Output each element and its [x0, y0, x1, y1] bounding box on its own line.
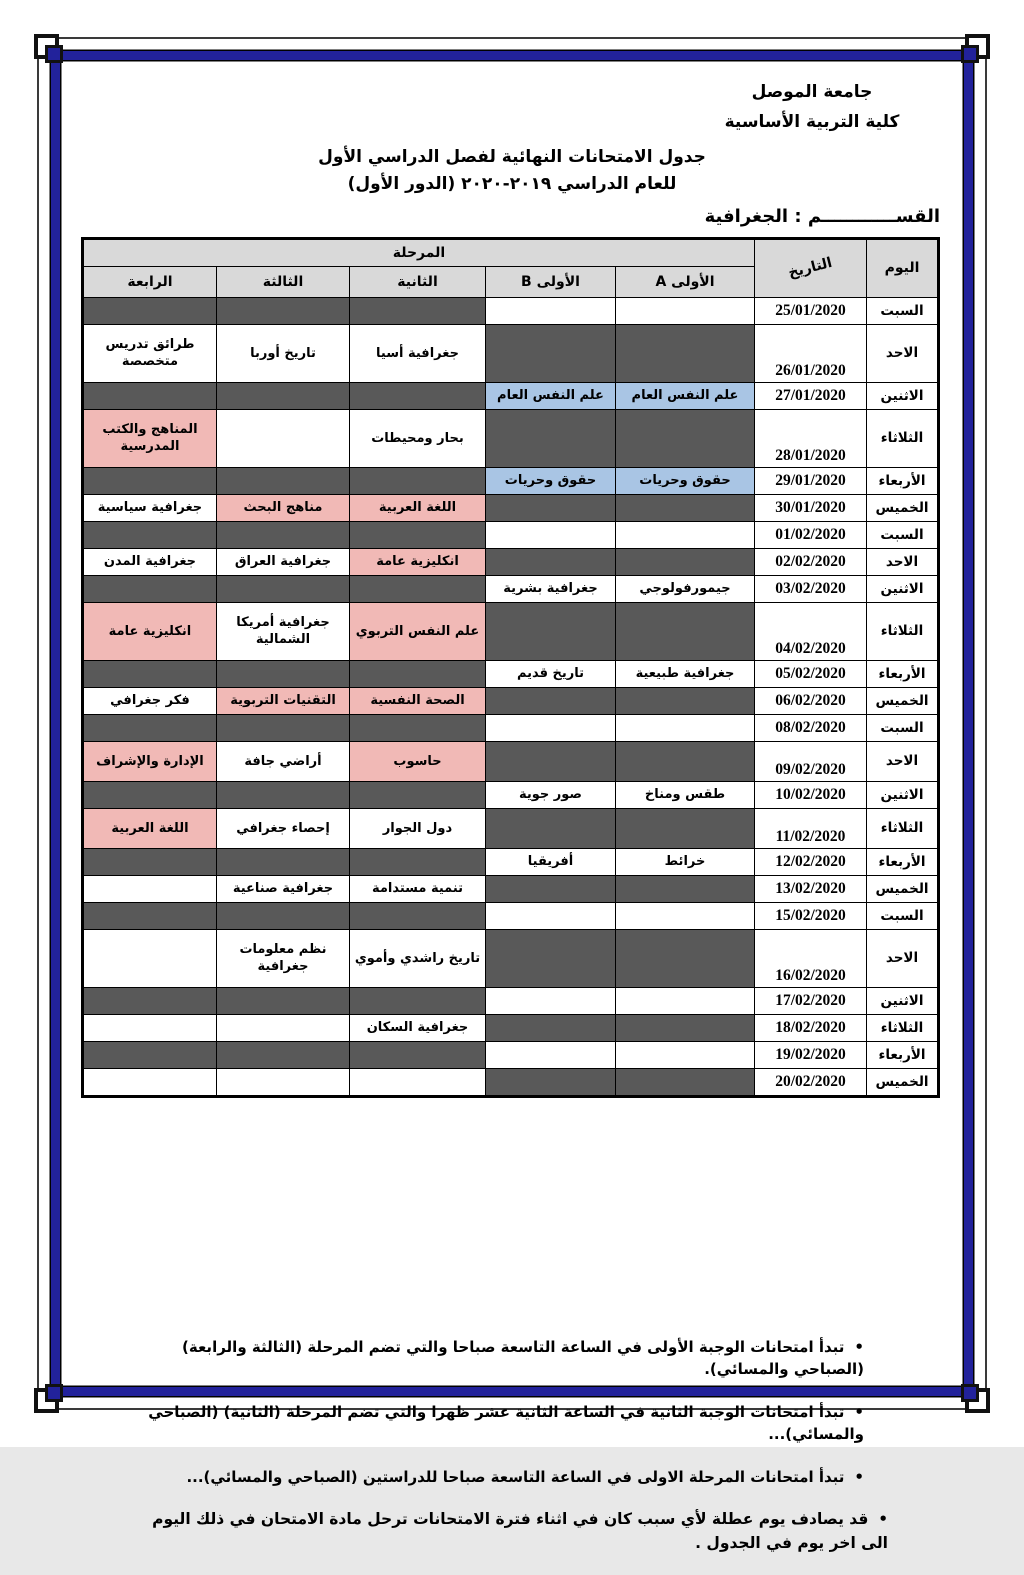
exam-cell — [616, 1068, 755, 1096]
exam-cell — [486, 602, 616, 660]
exam-cell: الإدارة والإشراف — [82, 741, 216, 781]
table-row — [82, 494, 938, 521]
note-item — [144, 1508, 888, 1555]
exam-cell — [350, 382, 486, 409]
exam-cell: علم النفس التربوي — [350, 602, 486, 660]
day-cell: الخميس — [867, 875, 939, 902]
exam-cell — [616, 687, 755, 714]
date-cell: 17/02/2020 — [755, 987, 867, 1014]
exam-cell — [486, 297, 616, 324]
exam-cell: فكر جغرافي — [82, 687, 216, 714]
exam-cell: مناهج البحث — [217, 494, 350, 521]
exam-cell — [616, 494, 755, 521]
day-cell: الأربعاء — [867, 467, 939, 494]
exam-cell: جغرافية بشرية — [486, 575, 616, 602]
exam-cell — [616, 929, 755, 987]
exam-cell — [486, 875, 616, 902]
exam-cell — [217, 902, 350, 929]
table-row — [82, 1068, 938, 1096]
exam-cell: التقنيات التربوية — [217, 687, 350, 714]
exam-cell — [350, 987, 486, 1014]
exam-cell: نظم معلومات جغرافية — [217, 929, 350, 987]
note-item — [144, 1336, 864, 1381]
exam-cell — [616, 409, 755, 467]
note-text: قد يصادف يوم عطلة لأي سبب كان في اثناء فترة الامتحانات ترحل مادة الامتحان في ذلك اليوم الى اخر يوم في الجدول . — [152, 1510, 888, 1552]
date-cell: 12/02/2020 — [755, 848, 867, 875]
exam-cell — [217, 1014, 350, 1041]
date-cell: 20/02/2020 — [755, 1068, 867, 1096]
exam-cell — [350, 575, 486, 602]
exam-cell — [486, 714, 616, 741]
exam-cell: حقوق وحريات — [486, 467, 616, 494]
note-text: تبدأ امتحانات المرحلة الاولى في الساعة التاسعة صباحا للدراستين (الصباحي والمسائي)... — [186, 1467, 845, 1486]
table-row — [82, 548, 938, 575]
table-row — [82, 467, 938, 494]
date-cell: 09/02/2020 — [755, 741, 867, 781]
exam-cell — [217, 467, 350, 494]
col-header-date: التاريخ — [755, 238, 867, 297]
date-cell: 06/02/2020 — [755, 687, 867, 714]
exam-cell — [217, 714, 350, 741]
schedule-title-line1: جدول الامتحانات النهائية لفصل الدراسي الأول — [318, 146, 706, 167]
exam-cell — [217, 848, 350, 875]
day-cell: الأربعاء — [867, 848, 939, 875]
date-cell: 02/02/2020 — [755, 548, 867, 575]
table-row — [82, 602, 938, 660]
table-row — [82, 781, 938, 808]
exam-cell — [350, 660, 486, 687]
exam-cell — [486, 548, 616, 575]
exam-cell — [82, 297, 216, 324]
date-cell: 10/02/2020 — [755, 781, 867, 808]
exam-cell: جغرافية العراق — [217, 548, 350, 575]
exam-cell — [350, 1041, 486, 1068]
exam-cell: طرائق تدريس متخصصة — [82, 324, 216, 382]
exam-cell: خرائط — [616, 848, 755, 875]
date-cell: 11/02/2020 — [755, 808, 867, 848]
exam-cell — [82, 781, 216, 808]
date-cell: 16/02/2020 — [755, 929, 867, 987]
exam-cell — [616, 741, 755, 781]
col-header-first-a: الأولى A — [616, 266, 755, 297]
exam-cell — [217, 297, 350, 324]
table-row — [82, 929, 938, 987]
exam-cell — [616, 1041, 755, 1068]
table-row — [82, 1014, 938, 1041]
exam-cell: جغرافية سياسية — [82, 494, 216, 521]
exam-cell: علم النفس العام — [616, 382, 755, 409]
exam-cell — [82, 1014, 216, 1041]
exam-cell: إحصاء جغرافي — [217, 808, 350, 848]
exam-cell: انكليزية عامة — [350, 548, 486, 575]
exam-cell — [350, 1068, 486, 1096]
table-row — [82, 687, 938, 714]
exam-cell — [486, 1041, 616, 1068]
table-row — [82, 808, 938, 848]
table-row — [82, 575, 938, 602]
exam-cell — [350, 781, 486, 808]
exam-cell: أفريقيا — [486, 848, 616, 875]
date-cell: 03/02/2020 — [755, 575, 867, 602]
exam-cell — [616, 297, 755, 324]
org-block — [692, 78, 932, 138]
exam-cell — [486, 1068, 616, 1096]
exam-cell: صور جوية — [486, 781, 616, 808]
exam-cell — [82, 902, 216, 929]
table-row — [82, 902, 938, 929]
exam-cell — [82, 575, 216, 602]
exam-cell: حقوق وحريات — [616, 467, 755, 494]
day-cell: الثلاثاء — [867, 602, 939, 660]
exam-cell: اللغة العربية — [82, 808, 216, 848]
exam-cell: تاريخ راشدي وأموي — [350, 929, 486, 987]
note-item — [144, 1401, 864, 1446]
exam-cell: المناهج والكتب المدرسية — [82, 409, 216, 467]
date-cell: 19/02/2020 — [755, 1041, 867, 1068]
table-row — [82, 714, 938, 741]
day-cell: السبت — [867, 297, 939, 324]
day-cell: الثلاثاء — [867, 808, 939, 848]
exam-cell — [217, 987, 350, 1014]
bullet-icon: • — [854, 1402, 864, 1421]
exam-cell — [217, 781, 350, 808]
exam-cell — [217, 1041, 350, 1068]
table-row — [82, 324, 938, 382]
exam-cell — [82, 1041, 216, 1068]
bullet-icon: • — [854, 1337, 864, 1356]
exam-cell — [82, 929, 216, 987]
day-cell: الخميس — [867, 687, 939, 714]
exam-cell — [486, 902, 616, 929]
table-row — [82, 409, 938, 467]
university-name: جامعة الموصل — [751, 82, 873, 102]
exam-cell — [486, 409, 616, 467]
exam-cell — [486, 987, 616, 1014]
exam-cell — [616, 902, 755, 929]
exam-cell — [350, 521, 486, 548]
exam-cell — [616, 808, 755, 848]
day-cell: السبت — [867, 714, 939, 741]
exam-cell — [486, 687, 616, 714]
exam-cell: جغرافية أسيا — [350, 324, 486, 382]
date-cell: 25/01/2020 — [755, 297, 867, 324]
table-row — [82, 987, 938, 1014]
day-cell: الاحد — [867, 741, 939, 781]
exam-cell — [616, 521, 755, 548]
bullet-icon: • — [878, 1510, 888, 1529]
exam-cell — [82, 382, 216, 409]
exam-cell: تاريخ قديم — [486, 660, 616, 687]
table-row — [82, 1041, 938, 1068]
exam-cell — [82, 467, 216, 494]
exam-cell — [217, 521, 350, 548]
exam-cell — [486, 521, 616, 548]
exam-cell — [82, 521, 216, 548]
day-cell: الثلاثاء — [867, 409, 939, 467]
exam-cell — [350, 848, 486, 875]
col-header-day: اليوم — [867, 238, 939, 297]
exam-cell — [486, 1014, 616, 1041]
table-row — [82, 848, 938, 875]
date-cell: 29/01/2020 — [755, 467, 867, 494]
exam-cell — [350, 467, 486, 494]
date-cell: 26/01/2020 — [755, 324, 867, 382]
department-value: الجغرافية — [704, 205, 789, 227]
table-row — [82, 660, 938, 687]
exam-cell: جغرافية السكان — [350, 1014, 486, 1041]
exam-cell — [217, 409, 350, 467]
exam-cell — [82, 1068, 216, 1096]
day-cell: الاثنين — [867, 987, 939, 1014]
col-header-third: الثالثة — [217, 266, 350, 297]
exam-cell: جغرافية صناعية — [217, 875, 350, 902]
exam-cell — [616, 1014, 755, 1041]
date-cell: 04/02/2020 — [755, 602, 867, 660]
exam-table-body — [82, 297, 938, 1096]
exam-cell: طقس ومناخ — [616, 781, 755, 808]
table-row — [82, 741, 938, 781]
day-cell: السبت — [867, 521, 939, 548]
exam-cell — [616, 324, 755, 382]
bullet-icon: • — [854, 1467, 864, 1486]
table-row — [82, 875, 938, 902]
exam-cell — [486, 741, 616, 781]
exam-cell: جغرافية المدن — [82, 548, 216, 575]
table-row — [82, 521, 938, 548]
exam-cell — [82, 714, 216, 741]
day-cell: الاحد — [867, 324, 939, 382]
exam-cell: بحار ومحيطات — [350, 409, 486, 467]
exam-cell — [217, 575, 350, 602]
exam-cell — [486, 929, 616, 987]
exam-cell — [616, 548, 755, 575]
col-header-second: الثانية — [350, 266, 486, 297]
exam-cell — [616, 714, 755, 741]
exam-cell: الصحة النفسية — [350, 687, 486, 714]
note-text: تبدأ امتحانات الوجبة الثانية في الساعة الثانية عشر ظهرا والتي تضم المرحلة (الثانية) (الصباحي والمسائي)... — [148, 1402, 864, 1444]
exam-cell — [217, 382, 350, 409]
exam-cell: انكليزية عامة — [82, 602, 216, 660]
date-cell: 08/02/2020 — [755, 714, 867, 741]
exam-cell: علم النفس العام — [486, 382, 616, 409]
exam-cell — [350, 902, 486, 929]
day-cell: الأربعاء — [867, 660, 939, 687]
exam-cell — [350, 297, 486, 324]
exam-cell: تاريخ أوربا — [217, 324, 350, 382]
department-label: القســــــــــــم : — [794, 205, 940, 227]
exam-cell — [616, 987, 755, 1014]
day-cell: السبت — [867, 902, 939, 929]
exam-cell — [486, 494, 616, 521]
exam-cell: جغرافية طبيعية — [616, 660, 755, 687]
day-cell: الخميس — [867, 494, 939, 521]
exam-cell: جغرافية أمريكا الشمالية — [217, 602, 350, 660]
exam-cell — [486, 808, 616, 848]
department-line — [84, 206, 940, 227]
title-block — [84, 144, 940, 198]
date-cell: 15/02/2020 — [755, 902, 867, 929]
col-header-first-b: الأولى B — [486, 266, 616, 297]
college-name: كلية التربية الأساسية — [724, 111, 900, 132]
notes-list — [144, 1336, 888, 1555]
exam-cell: أراضي جافة — [217, 741, 350, 781]
note-item — [144, 1466, 864, 1489]
day-cell: الخميس — [867, 1068, 939, 1096]
exam-cell — [217, 660, 350, 687]
exam-cell — [616, 875, 755, 902]
exam-cell — [350, 714, 486, 741]
schedule-title-line2: للعام الدراسي ‪٢٠١٩-٢٠٢٠‬ (الدور الأول) — [347, 173, 677, 194]
day-cell: الأربعاء — [867, 1041, 939, 1068]
exam-cell — [82, 875, 216, 902]
day-cell: الاثنين — [867, 575, 939, 602]
exam-cell — [486, 324, 616, 382]
exam-cell — [616, 602, 755, 660]
col-header-stage: المرحلة — [82, 238, 754, 266]
exam-schedule-table — [81, 237, 940, 1098]
date-cell: 28/01/2020 — [755, 409, 867, 467]
date-cell: 05/02/2020 — [755, 660, 867, 687]
exam-cell — [217, 1068, 350, 1096]
exam-cell: اللغة العربية — [350, 494, 486, 521]
table-row — [82, 382, 938, 409]
day-cell: الثلاثاء — [867, 1014, 939, 1041]
exam-cell — [82, 848, 216, 875]
col-header-fourth: الرابعة — [82, 266, 216, 297]
exam-cell: جيمورفولوجي — [616, 575, 755, 602]
exam-cell: حاسوب — [350, 741, 486, 781]
day-cell: الاحد — [867, 548, 939, 575]
date-cell: 30/01/2020 — [755, 494, 867, 521]
date-cell: 13/02/2020 — [755, 875, 867, 902]
day-cell: الاحد — [867, 929, 939, 987]
date-cell: 18/02/2020 — [755, 1014, 867, 1041]
table-row — [82, 297, 938, 324]
date-cell: 01/02/2020 — [755, 521, 867, 548]
date-cell: 27/01/2020 — [755, 382, 867, 409]
exam-cell: تنمية مستدامة — [350, 875, 486, 902]
day-cell: الاثنين — [867, 781, 939, 808]
note-text: تبدأ امتحانات الوجبة الأولى في الساعة التاسعة صباحا والتي تضم المرحلة (الثالثة والرابعة) (الصباحي والمسائي). — [182, 1337, 864, 1379]
exam-cell — [82, 660, 216, 687]
exam-cell: دول الجوار — [350, 808, 486, 848]
day-cell: الاثنين — [867, 382, 939, 409]
exam-cell — [82, 987, 216, 1014]
